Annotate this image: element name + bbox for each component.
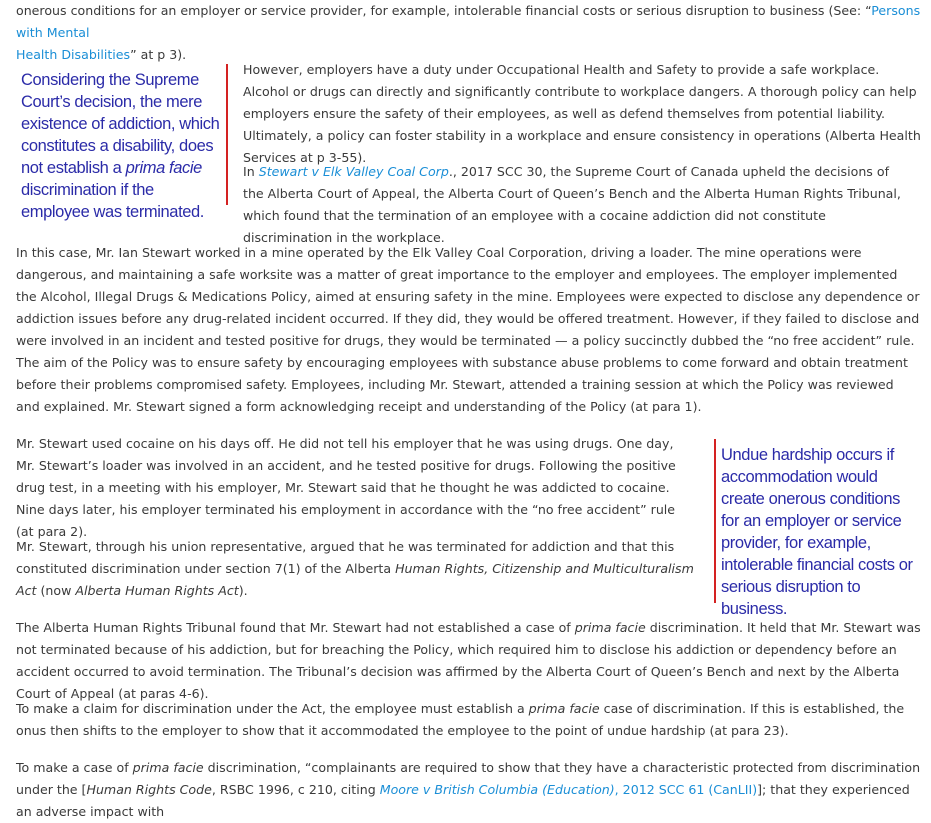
union-paragraph [16, 536, 696, 602]
tribunal-text-2: discrimination. It held that Mr. Stewart was not terminated because of his addiction, but for breaching the Policy, which required him to disclose his addiction or dependency before an accident occurred to avoid termination. The Tribunal’s decision was affirmed by the Alberta Court of Queen’s Bench and next by the Alberta Court of Appeal (at paras 4-6). [16, 620, 921, 701]
persons-mental-health-link-part1[interactable]: Persons with Mental [16, 3, 921, 40]
claim-text-2: case of discrimination. If this is established, the onus then shifts to the employer to show that it accommodated the employee to the point of undue hardship (at para 23). [16, 701, 905, 738]
test-text: To make a case of [16, 760, 133, 775]
case-summary-paragraph [243, 161, 913, 249]
pull-quote-right: Undue hardship occurs if accommodation would create onerous conditions for an employer or service provider, for example, intolerable financial costs or serious disruption to business. [721, 446, 913, 618]
test-paragraph [16, 757, 921, 823]
test-text-4: ]; that they experienced an adverse impact with [16, 782, 910, 819]
intro-paragraph [16, 0, 926, 66]
union-text-3: ). [238, 583, 248, 598]
facts-paragraph: In this case, Mr. Ian Stewart worked in a mine operated by the Elk Valley Coal Corporation, driving a loader. The mine operations were dangerous, and maintaining a safe worksite was a matter of great importance to the employer and employees. The employer implemented the Alcohol, Illegal Drugs & Medications Policy, aimed at ensuring safety in the mine. Employees were expected to disclose any dependence or addiction issues before any drug-related incident occurred. If they did, they would be offered treatment. However, if they failed to disclose and were involved in an incident and tested positive for drugs, they would be terminated — a policy succinctly dubbed the “no free accident” rule. The aim of the Policy was to ensure safety by encouraging employees with substance abuse problems to come forward and obtain treatment before their problems compromised safety. Employees, including Mr. Stewart, attended a training session at which the Policy was reviewed and explained. Mr. Stewart signed a form acknowledging receipt and understanding of the Policy (at para 1). [16, 245, 920, 414]
tribunal-text: The Alberta Human Rights Tribunal found that Mr. Stewart had not established a case of [16, 620, 575, 635]
pull-quote-left-text: Considering the Supreme Court’s decision, the mere existence of addiction, which constitutes a disability, does not establish a [21, 71, 220, 177]
human-rights-code-title: Human Rights Code [86, 782, 212, 797]
stewart-case-link[interactable]: Stewart v Elk Valley Coal Corp [258, 164, 449, 179]
prima-facie-term: prima facie [574, 620, 646, 635]
test-text-3: , RSBC 1996, c 210, citing [211, 782, 380, 797]
workplace-safety-paragraph: However, employers have a duty under Occupational Health and Safety to provide a safe workplace. Alcohol or drugs can directly and significantly contribute to workplace dangers. A thorough policy can help employers ensure the safety of their employees, as well as defend themselves from potential liability. Ultimately, a policy can foster stability in a workplace and ensure consistency in operations (Alberta Health Services at p 3-55). [243, 62, 921, 165]
case-text: ., 2017 SCC 30, the Supreme Court of Canada upheld the decisions of the Alberta Court of Appeal, the Alberta Court of Queen’s Bench and the Alberta Human Rights Tribunal, which found that the termination of an employee with a cocaine addiction did not constitute discrimination in the workplace. [243, 164, 901, 245]
intro-text: onerous conditions for an employer or service provider, for example, intolerable financial costs or serious disruption to business (See: “ [16, 3, 872, 18]
pull-quote-left-text-end: discrimination if the employee was terminated. [21, 181, 204, 221]
pull-quote-left [21, 69, 221, 223]
prima-facie-term: prima facie [528, 701, 600, 716]
pull-quote-right-rule [714, 439, 716, 603]
moore-case-link-title[interactable]: Moore v British Columbia (Education) [379, 782, 615, 797]
prima-facie-term: prima facie [132, 760, 204, 775]
case-prefix: In [243, 164, 259, 179]
moore-case-link[interactable] [380, 782, 757, 797]
cocaine-paragraph: Mr. Stewart used cocaine on his days off. He did not tell his employer that he was using drugs. One day, Mr. Stewart’s loader was involved in an accident, and he tested positive for drugs. Following the positive drug test, in a meeting with his employer, Mr. Stewart said that he thought he was addicted to cocaine. Nine days later, his employer terminated his employment in accordance with the “no free accident” rule (at para 2). [16, 436, 676, 539]
claim-text: To make a claim for discrimination under the Act, the employee must establish a [16, 701, 529, 716]
tribunal-paragraph [16, 617, 921, 705]
persons-mental-health-link-part2[interactable]: Health Disabilities [16, 47, 131, 62]
union-text: Mr. Stewart, through his union representative, argued that he was terminated for addiction and that this constituted discrimination under section 7(1) of the Alberta [16, 539, 675, 576]
claim-paragraph [16, 698, 906, 742]
moore-case-link-citation[interactable]: , 2012 SCC 61 (CanLII) [614, 782, 758, 797]
pull-quote-left-italic: prima facie [125, 159, 202, 177]
union-text-2: (now [36, 583, 76, 598]
act-title: Human Rights, Citizenship and Multiculturalism Act [16, 561, 694, 598]
pull-quote-left-rule [226, 64, 228, 205]
intro-text-end: ” at p 3). [130, 47, 187, 62]
new-act-title: Alberta Human Rights Act [75, 583, 239, 598]
test-text-2: discrimination, “complainants are required to show that they have a characteristic protected from discrimination under the [ [16, 760, 921, 797]
